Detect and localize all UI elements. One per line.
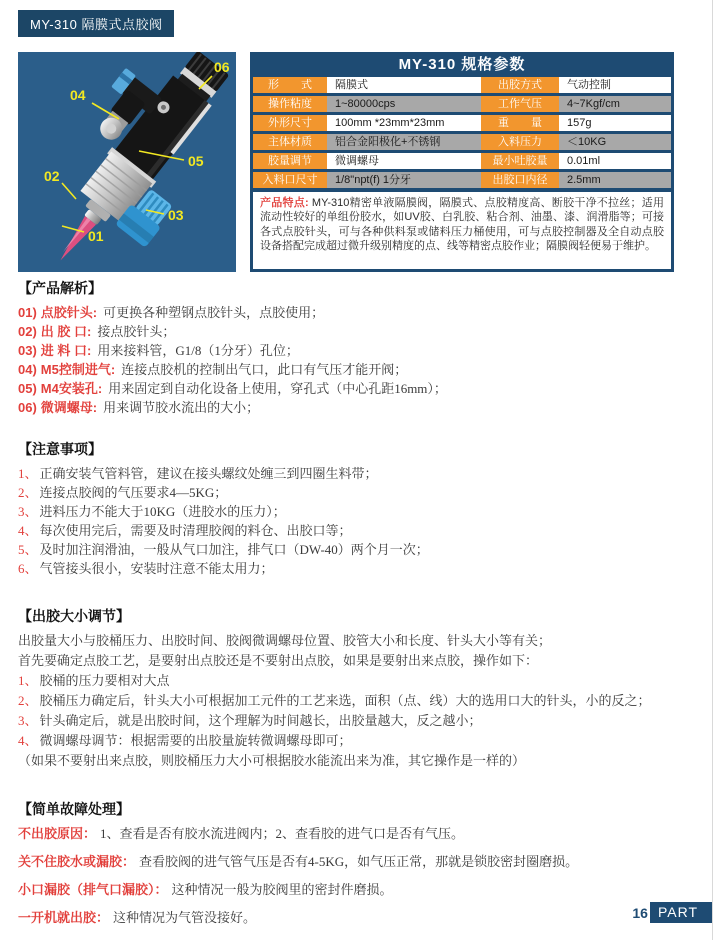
trouble-item (18, 824, 686, 843)
item-number: 2、 (18, 693, 38, 708)
item-desc: 接点胶针头； (97, 324, 176, 339)
item-number: 6、 (18, 561, 38, 576)
section-title: 【出胶大小调节】 (18, 608, 130, 624)
spec-value: 微调螺母 (335, 155, 379, 167)
spec-value: 气动控制 (567, 79, 611, 91)
item-desc: 胶桶压力确定后，针头大小可根据加工元件的工艺来选，面积（点、线）大的选用口大的针头，小的反之； (39, 693, 651, 708)
callout-04: 04 (70, 87, 86, 103)
item-label: 点胶针头: (40, 305, 98, 320)
spec-value: 100mm *23mm*23mm (335, 117, 445, 129)
trouble-desc: 查看胶阀的进气管气压是否有4-5KG，如气压正常，那就是锁胶密封圈磨损。 (139, 854, 579, 869)
spec-label: 最小吐胶量 (481, 153, 559, 169)
page-footer (632, 902, 712, 923)
spec-row (253, 96, 671, 112)
trouble-item (18, 852, 686, 871)
item-desc: 胶桶的压力要相对大点 (39, 673, 170, 688)
item-desc: 正确安装气管料管，建议在接头螺纹处缠三到四圈生料带； (39, 466, 378, 481)
item-desc: 及时加注润滑油，一般从气口加注，排气口（DW-40）两个月一次； (39, 542, 429, 557)
spec-value: 1~80000cps (335, 98, 396, 110)
item-number: 5、 (18, 542, 38, 557)
spec-value: 2.5mm (567, 174, 601, 186)
item-number: 3、 (18, 713, 38, 728)
spec-label: 主体材质 (253, 134, 327, 150)
note-item (18, 483, 686, 502)
note-item (18, 521, 686, 540)
product-photo (18, 52, 236, 272)
item-desc: 气管接头很小，安装时注意不能太用力； (39, 561, 274, 576)
section-notes (18, 439, 686, 578)
item-desc: 进料压力不能大于10KG（进胶水的压力）； (39, 504, 286, 519)
spec-row (253, 115, 671, 131)
item-desc: 用来固定到自动化设备上使用，穿孔式（中心孔距16mm）； (108, 381, 447, 396)
section-title: 【简单故障处理】 (18, 801, 130, 817)
note-item (18, 502, 686, 521)
analysis-item (18, 379, 686, 398)
trouble-label: 关不住胶水或漏胶： (18, 854, 136, 869)
trouble-desc: 这种情况一般为胶阀里的密封件磨损。 (171, 882, 393, 897)
callout-05: 05 (188, 153, 204, 169)
spec-value: 157g (567, 117, 592, 129)
spec-table-title: MY-310 规格参数 (398, 56, 526, 73)
spec-label: 出胶方式 (481, 77, 559, 93)
trouble-label: 小口漏胶（排气口漏胶）： (18, 882, 168, 897)
spec-label: 形 式 (253, 77, 327, 93)
analysis-item (18, 322, 686, 341)
item-number: 1、 (18, 673, 38, 688)
item-desc: 连接点胶阀的气压要求4—5KG； (39, 485, 228, 500)
item-number: 2、 (18, 485, 38, 500)
trouble-desc: 1、查看是否有胶水流进阀内；2、查看胶的进气口是否有气压。 (100, 826, 465, 841)
item-desc: 可更换各种塑钢点胶针头，点胶使用； (103, 305, 325, 320)
trouble-item (18, 908, 686, 927)
adjust-item (18, 671, 686, 691)
item-desc: 针头确定后，就是出胶时间，这个理解为时间越长，出胶量越大，反之越小； (39, 713, 482, 728)
note-item (18, 464, 686, 483)
item-label: M4安装孔: (40, 381, 103, 396)
spec-row (253, 77, 671, 93)
item-desc: 用来接料管，G1/8（1分牙）孔位； (97, 343, 299, 358)
section-analysis (18, 278, 686, 417)
trouble-desc: 这种情况为气管没接好。 (113, 910, 257, 925)
adjust-outro: （如果不要射出来点胶，则胶桶压力大小可根据胶水能流出来为准，其它操作是一样的） (18, 753, 526, 768)
item-label: M5控制进气: (40, 362, 116, 377)
product-features (253, 192, 671, 269)
spec-row (253, 134, 671, 150)
adjust-item (18, 711, 686, 731)
spec-label: 入料口尺寸 (253, 172, 327, 188)
body-sections (18, 278, 686, 936)
trouble-label: 一开机就出胶： (18, 910, 110, 925)
item-number: 4、 (18, 733, 38, 748)
spec-value: 1/8"npt(f) 1分牙 (335, 174, 412, 186)
callout-02: 02 (44, 168, 60, 184)
callout-06: 06 (214, 59, 230, 75)
analysis-item (18, 360, 686, 379)
item-desc: 用来调节胶水流出的大小； (103, 400, 260, 415)
item-number: 05) (18, 381, 37, 396)
item-desc: 连接点胶机的控制出气口，此口有气压才能开阀； (121, 362, 408, 377)
spec-label: 操作粘度 (253, 96, 327, 112)
spec-label: 出胶口内径 (481, 172, 559, 188)
adjust-item (18, 691, 686, 711)
spec-label: 外形尺寸 (253, 115, 327, 131)
hero-band (18, 52, 674, 272)
spec-panel (250, 52, 674, 272)
section-title: 【注意事项】 (18, 441, 102, 457)
item-number: 04) (18, 362, 37, 377)
page-number: 16 (632, 904, 648, 921)
callout-01: 01 (88, 228, 104, 244)
spec-row (253, 153, 671, 169)
note-item (18, 559, 686, 578)
item-desc: 每次使用完后，需要及时清理胶阀的料仓、出胶口等； (39, 523, 352, 538)
features-label: 产品特点: (260, 197, 309, 209)
item-label: 出 胶 口: (40, 324, 92, 339)
spec-row (253, 172, 671, 188)
part-badge: PART (650, 902, 712, 923)
features-text: MY-310精密单液隔膜阀，隔膜式、点胶精度高、断胶干净不拉丝；适用流动性较好的单组份胶水，如UV胶、白乳胶、粘合剂、油墨、漆、润滑脂等；可接各式点胶针头，可与各种供料泵或储料压力桶使用，可与点胶控制器及全自动点胶设备搭配完成超过微升级别精度的点、线等精密点胶作业；隔膜阀轻便易于维护。 (260, 197, 664, 253)
product-title-badge: MY-310 隔膜式点胶阀 (18, 10, 174, 37)
analysis-item (18, 398, 686, 417)
item-desc: 微调螺母调节：根据需要的出胶量旋转微调螺母即可； (39, 733, 352, 748)
trouble-label: 不出胶原因： (18, 826, 97, 841)
item-label: 微调螺母: (40, 400, 98, 415)
item-number: 03) (18, 343, 37, 358)
item-number: 02) (18, 324, 37, 339)
section-troubleshoot (18, 799, 686, 927)
spec-label: 工作气压 (481, 96, 559, 112)
photo-panel (18, 52, 236, 272)
adjust-intro-line: 出胶量大小与胶桶压力、出胶时间、胶阀微调螺母位置、胶管大小和长度、针头大小等有关； (18, 633, 552, 648)
item-number: 3、 (18, 504, 38, 519)
analysis-item (18, 341, 686, 360)
item-number: 1、 (18, 466, 38, 481)
trouble-item (18, 880, 686, 899)
spec-value: 隔膜式 (335, 79, 368, 91)
item-number: 06) (18, 400, 37, 415)
analysis-item (18, 303, 686, 322)
section-adjust (18, 606, 686, 771)
spec-value: 4~7Kgf/cm (567, 98, 620, 110)
adjust-item (18, 731, 686, 751)
section-title: 【产品解析】 (18, 280, 102, 296)
item-number: 4、 (18, 523, 38, 538)
spec-label: 胶量调节 (253, 153, 327, 169)
note-item (18, 540, 686, 559)
adjust-intro-line: 首先要确定点胶工艺，是要射出点胶还是不要射出点胶，如果是要射出来点胶，操作如下： (18, 653, 539, 668)
callout-03: 03 (168, 207, 184, 223)
spec-value: 铝合金阳极化+不锈钢 (335, 136, 441, 148)
item-number: 01) (18, 305, 37, 320)
spec-label: 重 量 (481, 115, 559, 131)
item-label: 进 料 口: (40, 343, 92, 358)
spec-value: ＜10KG (567, 136, 607, 148)
spec-value: 0.01ml (567, 155, 601, 167)
spec-label: 入料压力 (481, 134, 559, 150)
